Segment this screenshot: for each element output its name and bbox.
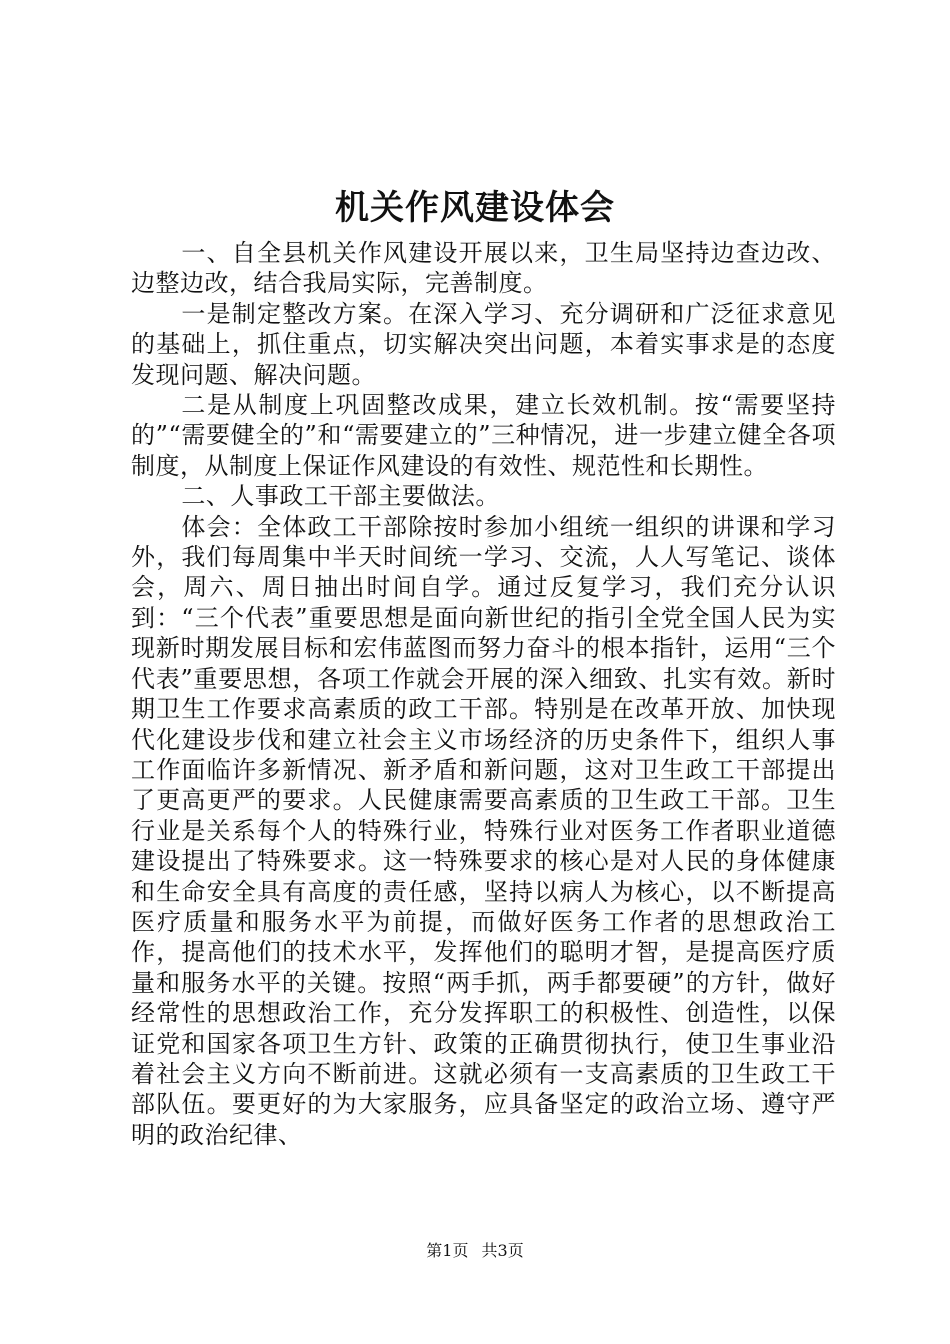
paragraph-4: 二、人事政工干部主要做法。 [181, 482, 500, 511]
paragraph-5: 体会：全体政工干部除按时参加小组统一组织的讲课和学习外，我们每周集中半天时间统一学习、交流，人人写笔记、谈体会，周六、周日抽出时间自学。通过反复学习，我们充分认识到：“三个代表”重要思想是面向新世纪的指引全党全国人民为实现新时期发展目标和宏伟蓝图而努力奋斗的根本指针，运用“三个代表”重要思想，各项工作就会开展的深入细致、扎实有效。新时期卫生工作要求高素质的政工干部。特别是在改革开放、加快现代化建设步伐和建立社会主义市场经济的历史条件下，组织人事工作面临许多新情况、新矛盾和新问题，这对卫生政工干部提出了更高更严的要求。人民健康需要高素质的卫生政工干部。卫生行业是关系每个人的特殊行业，特殊行业对医务工作者职业道德建设提出了特殊要求。这一特殊要求的核心是对人民的身体健康和生命安全具有高度的责任感，坚持以病人为核心，以不断提高医疗质量和服务水平为前提，而做好医务工作者的思想政治工作，提高他们的技术水平，发挥他们的聪明才智，是提高医疗质量和服务水平的关键。按照“两手抓，两手都要硬”的方针，做好经常性的思想政治工作，充分发挥职工的积极性、创造性，以保证党和国家各项卫生方针、政策的正确贯彻执行，使卫生事业沿着社会主义方向不断前进。这就必须有一支高素质的卫生政工干部队伍。要更好的为大家服务，应具备坚定的政治立场、遵守严明的政治纪律、 [131, 512, 836, 1149]
page-number-current: 第1页 [426, 1241, 469, 1260]
paragraph-3: 二是从制度上巩固整改成果，建立长效机制。按“需要坚持的”“需要健全的”和“需要建立的”三种情况，进一步建立健全各项制度，从制度上保证作风建设的有效性、规范性和长期性。 [131, 391, 836, 480]
document-body [131, 238, 836, 1150]
document-title: 机关作风建设体会 [335, 188, 615, 228]
paragraph-2: 一是制定整改方案。在深入学习、充分调研和广泛征求意见的基础上，抓住重点，切实解决突出问题，本着实事求是的态度发现问题、解决问题。 [131, 299, 836, 389]
page-number-total: 共3页 [481, 1241, 524, 1260]
paragraph-1: 一、自全县机关作风建设开展以来，卫生局坚持边查边改、边整边改，结合我局实际，完善制度。 [131, 239, 836, 298]
page-footer [0, 1240, 950, 1262]
